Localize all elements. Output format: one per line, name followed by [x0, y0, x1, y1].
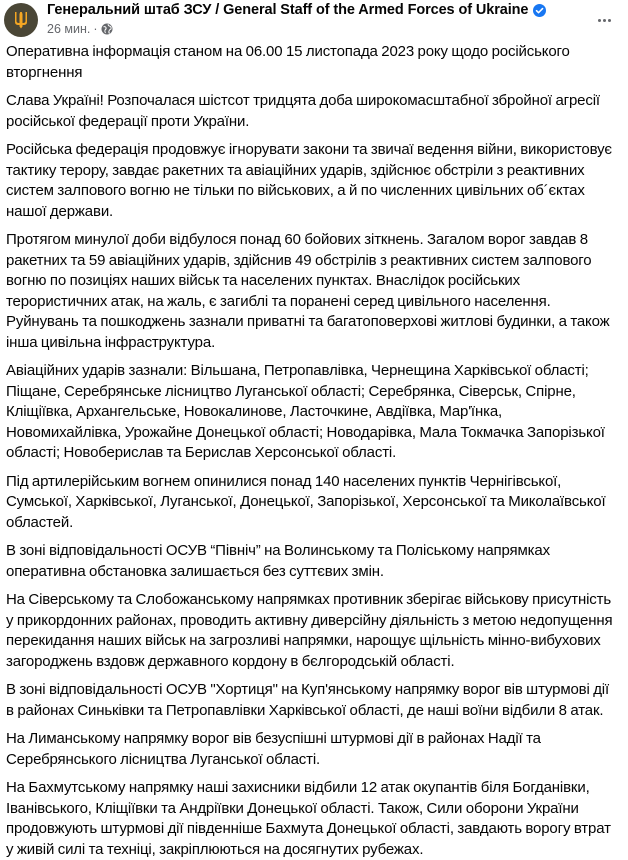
post-paragraph: Слава Україні! Розпочалася шістсот тридцята доба широкомасштабної збройної агресії російської федерації проти України.: [6, 92, 600, 130]
avatar[interactable]: [4, 3, 38, 37]
post-paragraph: В зоні відповідальності ОСУВ “Північ” на Волинському та Поліському напрямках оперативна обстановка залишається без суттєвих змін.: [6, 542, 550, 580]
post-header: [0, 0, 628, 42]
more-options-icon-dot: [608, 19, 611, 22]
post-paragraph: Авіаційних ударів зазнали: Вільшана, Петропавлівка, Чернещина Харківської області; Піщане, Серебрянське лісництво Луганської області; Серебрянка, Сіверськ, Спірне, Кліщіївка, Архангельське, Новокалинове, Ласточкине, Авдіївка, Мар'їнка, Новомихайлівка, Урожайне Донецької області; Новодарівка, Мала Токмачка Запорізької області; Новоберислав та Берислав Херсонської області.: [6, 362, 605, 461]
post-paragraph: Протягом минулої доби відбулося понад 60 бойових зіткнень. Загалом ворог завдав 8 ракетних та 59 авіаційних ударів, здійснив 49 обстрілів з реактивних систем залпового вогню по позиціях наших військ та населених пунктах. Внаслідок російських терористичних атак, на жаль, є загиблі та поранені серед цивільного населення. Руйнувань та пошкоджень зазнали приватні та багатоповерхові житлові будинки, а також інша цивільна інфраструктура.: [6, 231, 610, 351]
trident-icon: [13, 11, 29, 29]
more-options-icon-dot: [603, 19, 606, 22]
post-meta: [47, 22, 113, 36]
post-body: [0, 42, 628, 860]
author-name-text[interactable]: Генеральний штаб ЗСУ / General Staff of the Armed Forces of Ukraine: [47, 2, 529, 18]
post-title-paragraph: Оперативна інформація станом на 06.00 15 листопада 2023 року щодо російського вторгнення: [6, 43, 570, 81]
verified-badge-icon: [533, 4, 546, 17]
post-paragraph: Під артилерійським вогнем опинилися понад 140 населених пунктів Чернігівської, Сумської, Харківської, Луганської, Донецької, Запорізької, Херсонської та Миколаївської областей.: [6, 472, 606, 531]
post-paragraph: На Сіверському та Слобожанському напрямках противник зберігає військову присутність у прикордонних районах, проводить активну диверсійну діяльність з метою недопущення перекидання наших військ на загрозливі напрямки, нарощує щільність мінно-вибухових загороджень вздовж державного кордону в бєлгородській області.: [6, 591, 613, 670]
more-options-button[interactable]: [592, 12, 616, 28]
post-paragraph: На Бахмутському напрямку наші захисники відбили 12 атак окупантів біля Богданівки, Іванівського, Кліщіївки та Андріївки Донецької області. Також, Сили оборони України продовжують штурмові дії південніше Бахмута Донецької області, завдають ворогу втрат у живій силі та техніці, закріплюються на досягнутих рубежах.: [6, 779, 611, 858]
post-paragraph: В зоні відповідальності ОСУВ "Хортиця" на Куп'янському напрямку ворог вів штурмові дії в районах Синьківки та Петропавлівки Харківської області, де наші воїни відбили 8 атак.: [6, 681, 610, 719]
more-options-icon-dot: [598, 19, 601, 22]
meta-separator: ·: [93, 22, 98, 36]
author-name[interactable]: [47, 2, 546, 18]
post-paragraph: Російська федерація продовжує ігнорувати закони та звичаї ведення війни, використовує тактику терору, завдає ракетних та авіаційних ударів, здійснює обстріли з реактивних систем залпового вогню не тільки по військових, а й по численних цивільних об´єктах нашої держави.: [6, 141, 612, 220]
timestamp[interactable]: 26 мин.: [47, 22, 91, 36]
post-paragraph: На Лиманському напрямку ворог вів безуспішні штурмові дії в районах Надії та Серебрянського лісництва Луганської області.: [6, 730, 541, 768]
globe-icon: [101, 23, 113, 35]
